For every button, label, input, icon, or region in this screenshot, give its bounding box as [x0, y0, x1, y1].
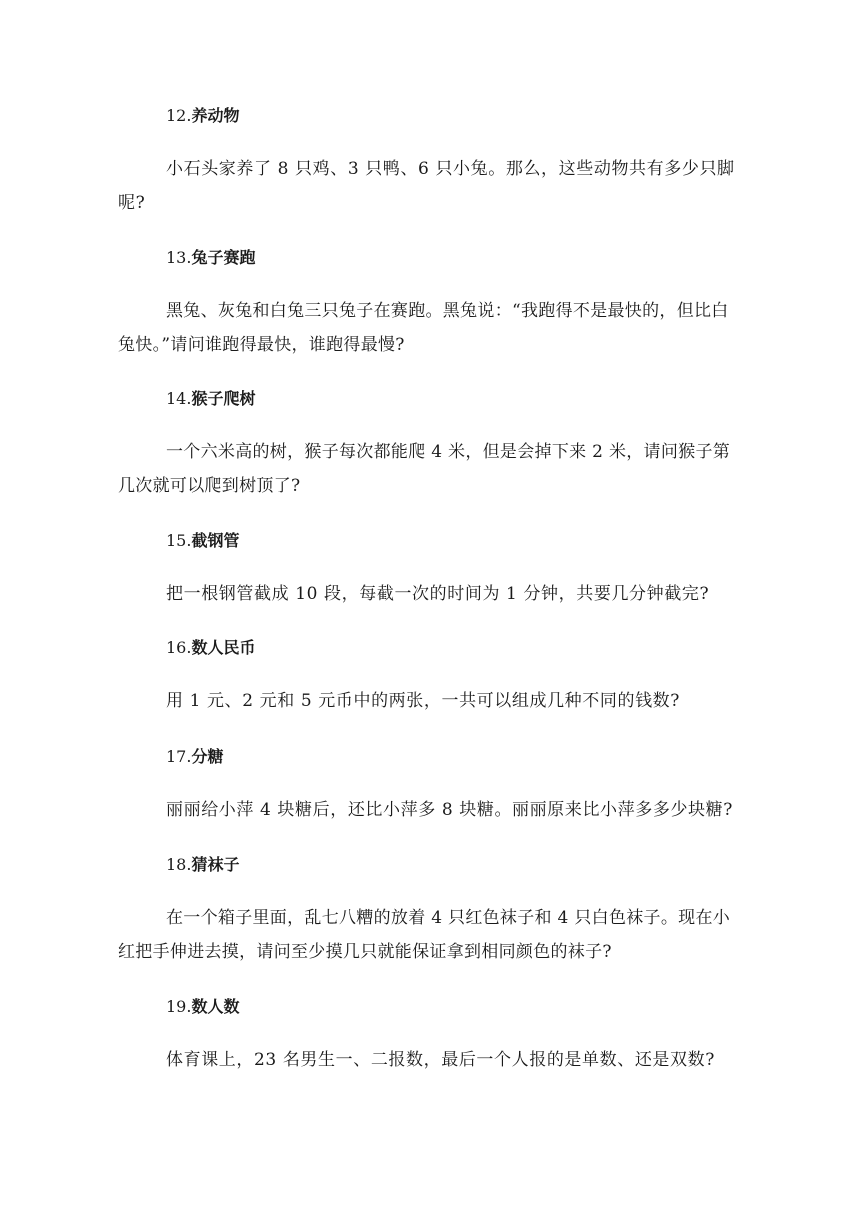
problem-name: 养动物: [191, 106, 240, 125]
problem-number: 13.: [166, 248, 192, 267]
problem-title: [166, 638, 255, 658]
problem-title: [166, 389, 255, 409]
problem-number: 15.: [166, 531, 192, 550]
problem-title: [166, 248, 255, 268]
problem-name: 兔子赛跑: [191, 248, 256, 267]
problem-name: 猜袜子: [191, 855, 240, 874]
problem-text: 在一个箱子里面，乱七八糟的放着 4 只红色袜子和 4 只白色袜子。现在小红把手伸进去摸，请问至少摸几只就能保证拿到相同颜色的袜子?: [118, 908, 731, 962]
problem-text: 黑兔、灰兔和白兔三只兔子在赛跑。黑兔说：“我跑得不是最快的，但比白兔快。”请问谁跑得最快，谁跑得最慢?: [118, 301, 729, 355]
problem-number: 17.: [166, 747, 192, 766]
problem-text: 用 1 元、2 元和 5 元币中的两张，一共可以组成几种不同的钱数?: [166, 691, 680, 711]
problem-number: 14.: [166, 389, 192, 408]
problem-number: 16.: [166, 638, 192, 657]
problem-name: 猴子爬树: [191, 389, 256, 408]
problem-text: 体育课上，23 名男生一、二报数，最后一个人报的是单数、还是双数?: [166, 1050, 715, 1070]
problem-title: [166, 106, 239, 126]
problem-title: [166, 747, 223, 767]
problem-text: 一个六米高的树，猴子每次都能爬 4 米，但是会掉下来 2 米，请问猴子第几次就可以爬到树顶了?: [118, 442, 731, 496]
problem-number: 12.: [166, 106, 192, 125]
problem-name: 数人数: [191, 997, 240, 1016]
problem-name: 数人民币: [191, 638, 256, 657]
problem-name: 分糖: [191, 747, 224, 766]
problem-text: 丽丽给小萍 4 块糖后，还比小萍多 8 块糖。丽丽原来比小萍多多少块糖?: [166, 800, 733, 820]
problem-text: 把一根钢管截成 10 段，每截一次的时间为 1 分钟，共要几分钟截完?: [166, 584, 710, 604]
problem-title: [166, 531, 239, 551]
problem-number: 19.: [166, 997, 192, 1016]
problem-name: 截钢管: [191, 531, 240, 550]
problem-number: 18.: [166, 855, 192, 874]
problem-text: 小石头家养了 8 只鸡、3 只鸭、6 只小兔。那么，这些动物共有多少只脚呢?: [118, 159, 735, 213]
problem-title: [166, 997, 239, 1017]
problem-title: [166, 855, 239, 875]
